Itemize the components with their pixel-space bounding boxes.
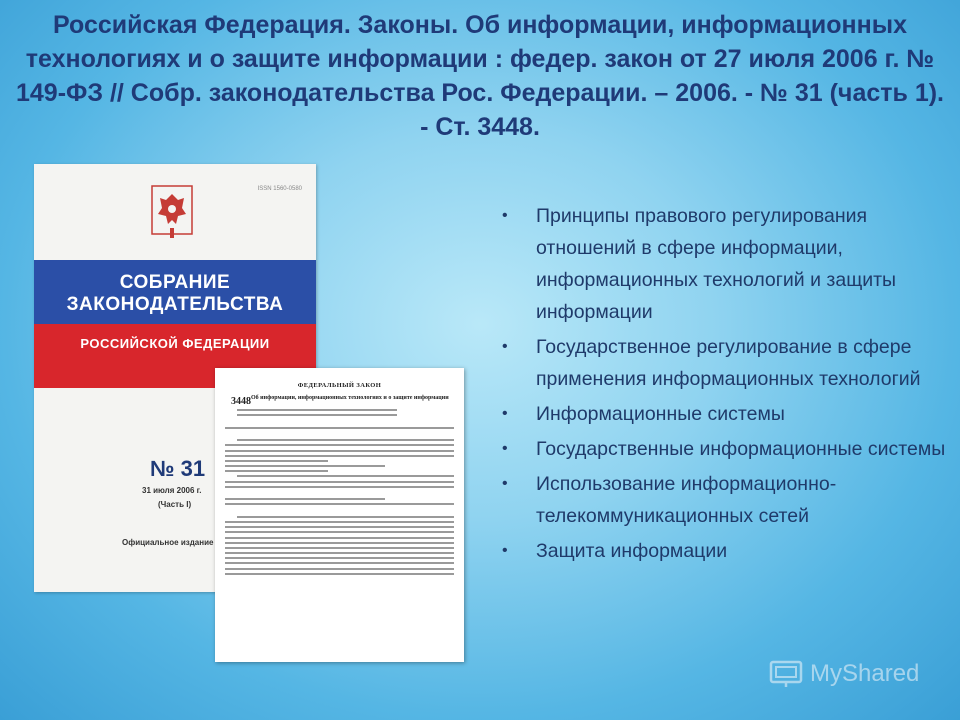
list-item xyxy=(498,200,954,328)
list-item xyxy=(498,331,954,395)
law-page-image xyxy=(215,368,464,662)
law-page-header: ФЕДЕРАЛЬНЫЙ ЗАКОН xyxy=(297,382,382,389)
text-line xyxy=(225,562,454,564)
text-line xyxy=(225,552,454,554)
watermark-text: MyShared xyxy=(810,660,920,687)
list-item xyxy=(498,535,954,567)
text-line xyxy=(237,516,454,518)
list-item-text: Информационные системы xyxy=(536,403,785,425)
list-item-text: Государственные информационные системы xyxy=(536,438,946,460)
bullet-icon: • xyxy=(502,475,508,492)
cover-title-line2: ЗАКОНОДАТЕЛЬСТВА xyxy=(66,294,284,315)
text-line xyxy=(225,526,454,528)
text-line xyxy=(237,409,397,411)
text-line xyxy=(225,481,454,483)
text-line xyxy=(225,537,454,539)
text-line xyxy=(225,465,385,467)
cover-title-line1: СОБРАНИЕ xyxy=(119,272,231,293)
text-line xyxy=(225,498,385,500)
text-line xyxy=(225,557,454,559)
cover-title xyxy=(34,272,316,316)
text-line xyxy=(237,439,454,441)
cover-issue-number: № 31 xyxy=(150,456,206,481)
slides-icon xyxy=(768,659,804,689)
text-line xyxy=(225,444,454,446)
text-line xyxy=(225,547,454,549)
text-line xyxy=(225,542,454,544)
text-line xyxy=(225,455,454,457)
list-item-text: Принципы правового регулирования отношений в сфере информации, информационных технологий и защиты информации xyxy=(536,205,897,323)
text-line xyxy=(225,573,454,575)
list-item-text: Государственное регулирование в сфере применения информационных технологий xyxy=(536,336,921,390)
text-line xyxy=(237,414,397,416)
text-line xyxy=(225,531,454,533)
law-page-title: Об информации, информационных технологиях и о защите информации xyxy=(251,395,449,401)
list-item-text: Использование информационно-телекоммуникационных сетей xyxy=(536,473,837,527)
law-article-number: 3448 xyxy=(231,396,251,407)
bullet-icon: • xyxy=(502,207,508,224)
text-line xyxy=(225,470,328,472)
cover-date: 31 июля 2006 г. xyxy=(142,486,202,495)
list-item xyxy=(498,433,954,465)
slide-title: Российская Федерация. Законы. Об информации, информационных технологиях и о защите информации : федер. закон от 27 июля 2006 г. № 149-ФЗ // Собр. законодательства Рос. Федерации. – 2006. - № 31 (часть 1). - Ст. 3448. xyxy=(15,11,944,141)
bullet-icon: • xyxy=(502,440,508,457)
list-item-text: Защита информации xyxy=(536,540,728,562)
text-line xyxy=(225,450,454,452)
cover-official-label: Официальное издание xyxy=(122,538,214,547)
text-line xyxy=(225,486,454,488)
text-line xyxy=(225,427,454,429)
text-line xyxy=(225,521,454,523)
list-item xyxy=(498,398,954,430)
coat-of-arms-icon xyxy=(146,182,198,242)
cover-subtitle: РОССИЙСКОЙ ФЕДЕРАЦИИ xyxy=(80,336,270,351)
list-item xyxy=(498,468,954,532)
bullet-icon: • xyxy=(502,338,508,355)
bullet-icon: • xyxy=(502,405,508,422)
bullet-icon: • xyxy=(502,542,508,559)
cover-isbn: ISSN 1560-0580 xyxy=(257,186,302,192)
text-line xyxy=(225,460,328,462)
cover-part: (Часть I) xyxy=(158,500,192,509)
text-line xyxy=(225,503,454,505)
topic-bullet-list xyxy=(498,200,954,570)
text-line xyxy=(237,475,454,477)
text-line xyxy=(225,568,454,570)
myshared-watermark xyxy=(768,654,948,694)
